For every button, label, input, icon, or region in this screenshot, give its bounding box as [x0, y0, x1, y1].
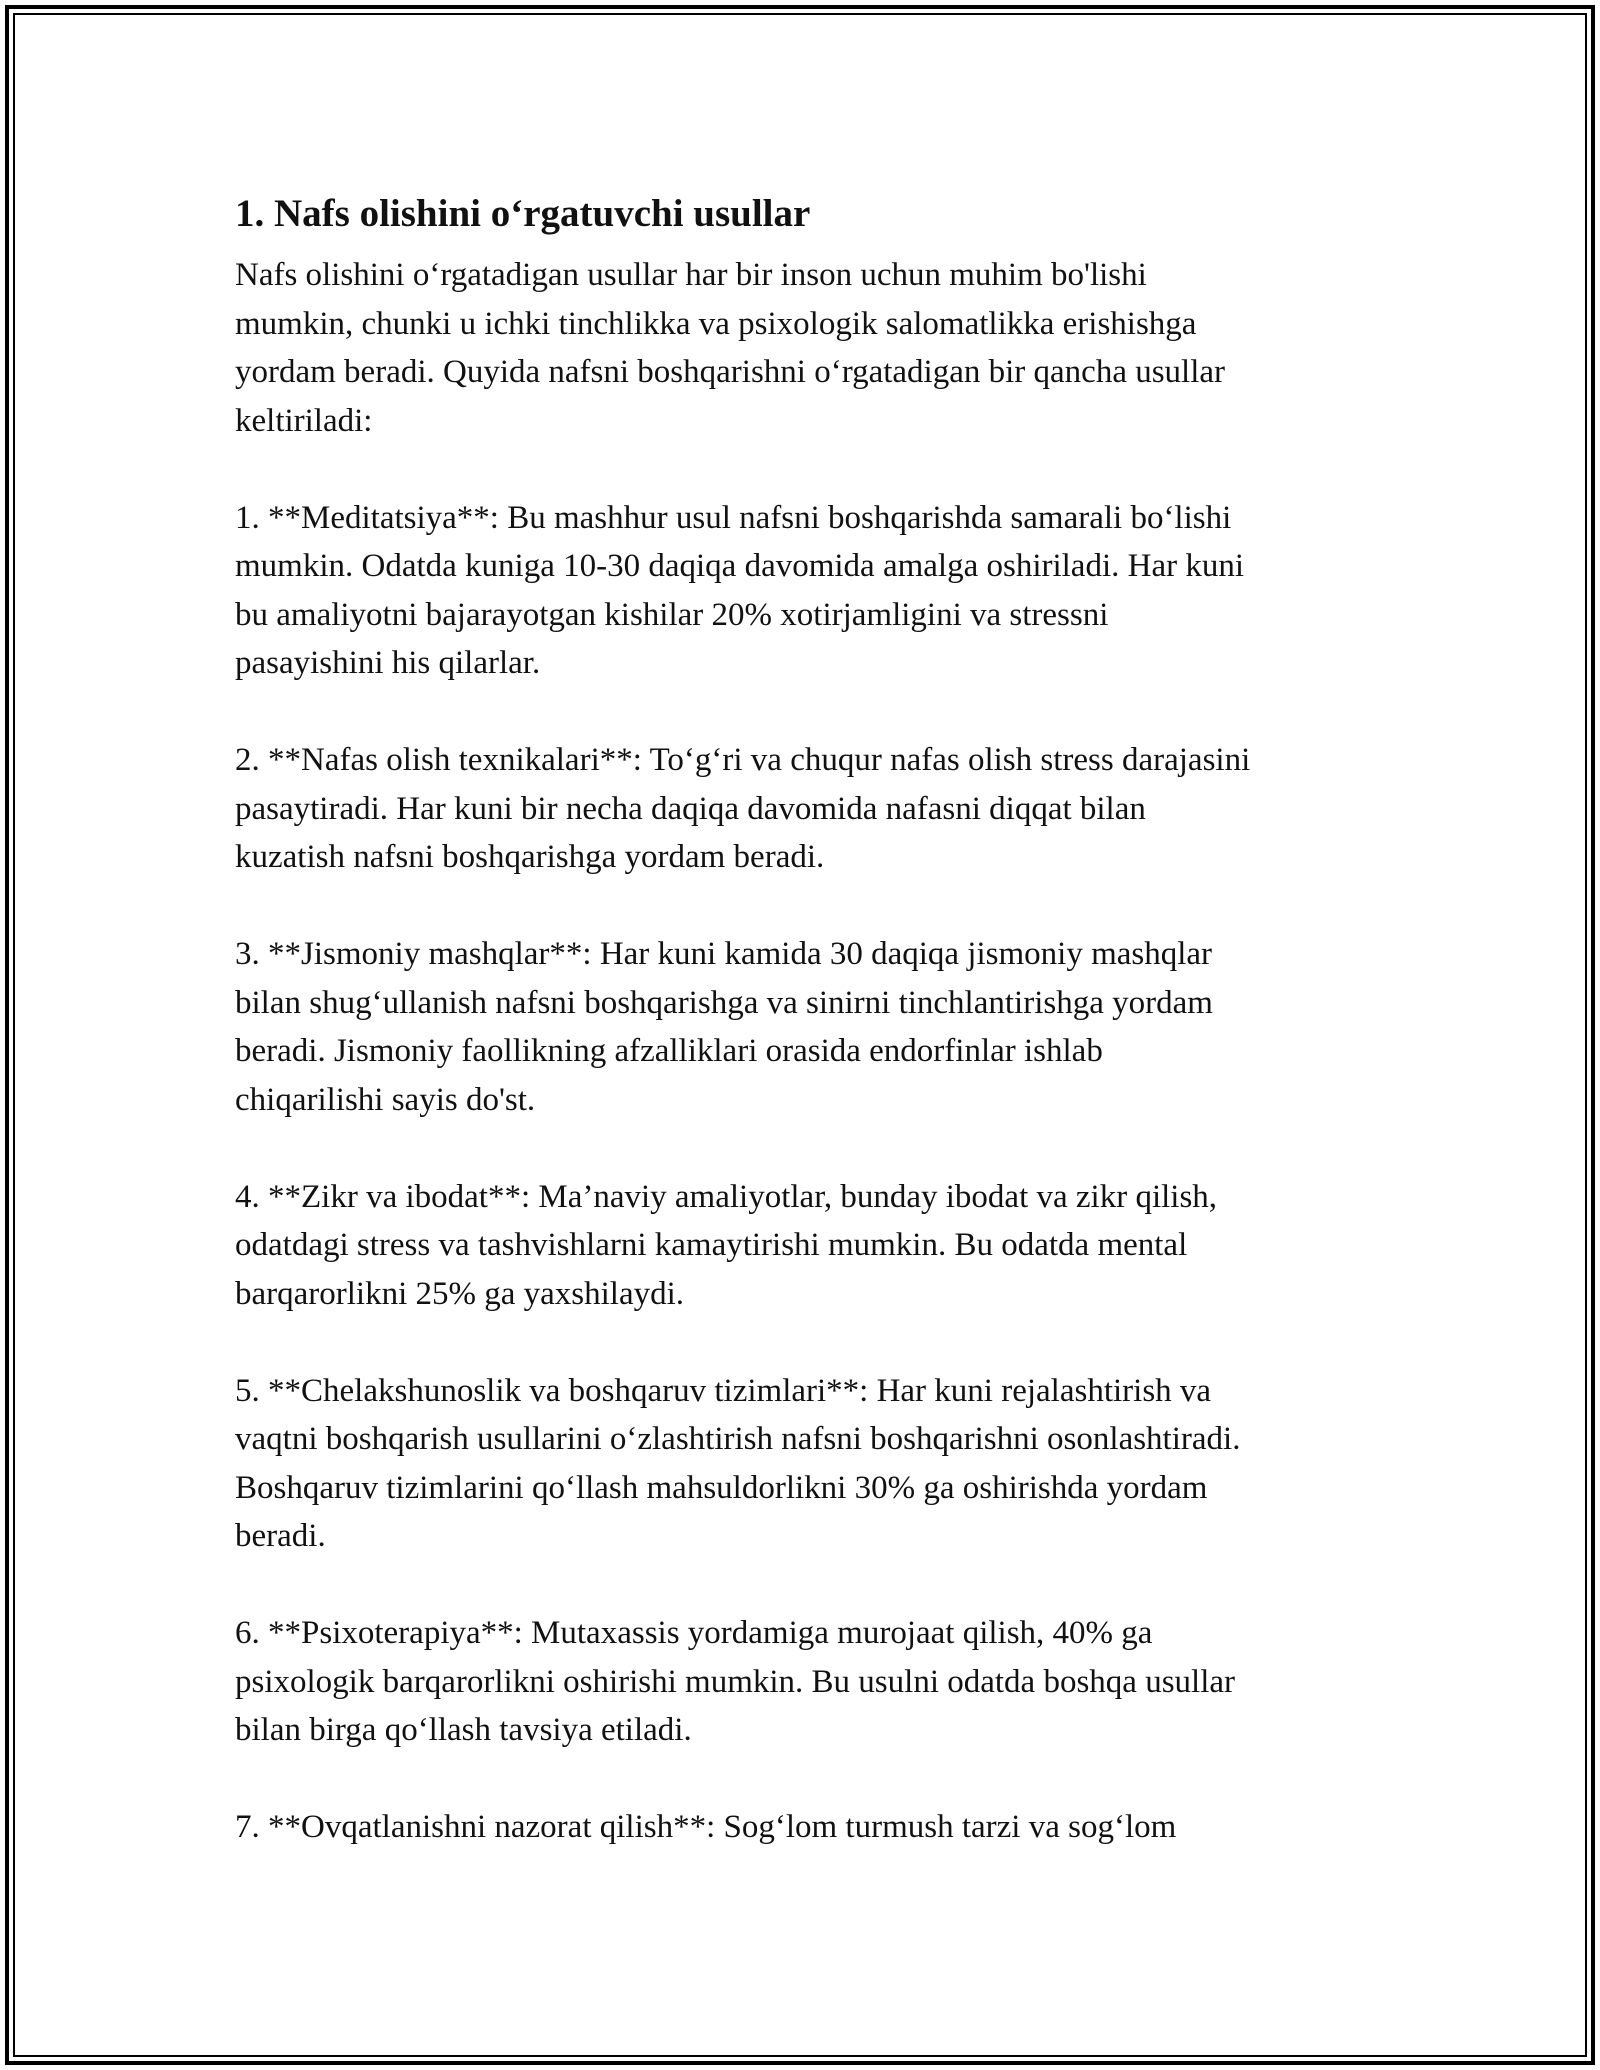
document-body — [235, 185, 1385, 1852]
paragraph-line: 1. **Meditatsiya**: Bu mashhur usul nafsni boshqarishda samarali bo‘lishi — [235, 499, 1232, 536]
paragraph-spacer — [235, 882, 1385, 931]
list-item-psychotherapy — [235, 1609, 1385, 1755]
paragraph-line: chiqarilishi sayis do'st. — [235, 1081, 536, 1118]
paragraph-line: bilan birga qo‘llash tavsiya etiladi. — [235, 1712, 692, 1748]
paragraph-line: pasaytiradi. Har kuni bir necha daqiqa davomida nafasni diqqat bilan — [235, 790, 1146, 827]
paragraph-line: 7. **Ovqatlanishni nazorat qilish**: Sog‘lom turmush tarzi va sog‘lom — [235, 1809, 1177, 1845]
paragraph-line: 4. **Zikr va ibodat**: Ma’naviy amaliyotlar, bunday ibodat va zikr qilish, — [235, 1178, 1218, 1215]
list-item-prayer — [235, 1173, 1385, 1319]
paragraph-line: beradi. Jismoniy faollikning afzalliklari orasida endorfinlar ishlab — [235, 1033, 1103, 1069]
paragraph-line: 6. **Psixoterapiya**: Mutaxassis yordamiga murojaat qilish, 40% ga — [235, 1615, 1153, 1651]
paragraph-line: bu amaliyotni bajarayotgan kishilar 20% xotirjamligini va stressni — [235, 596, 1109, 633]
paragraph-line: yordam beradi. Quyida nafsni boshqarishni o‘rgatadigan bir qancha usullar — [235, 354, 1226, 390]
list-item-exercise — [235, 930, 1385, 1124]
section-heading: 1. Nafs olishini o‘rgatuvchi usullar — [235, 192, 811, 235]
list-item-nutrition — [235, 1803, 1385, 1852]
paragraph-line: pasayishini his qilarlar. — [235, 645, 541, 681]
list-item-management — [235, 1367, 1385, 1561]
paragraph-spacer — [235, 1561, 1385, 1610]
paragraph-line: 2. **Nafas olish texnikalari**: To‘g‘ri va chuqur nafas olish stress darajasini — [235, 742, 1251, 778]
paragraph-line: odatdagi stress va tashvishlarni kamaytirishi mumkin. Bu odatda mental — [235, 1227, 1188, 1263]
paragraph-line: Boshqaruv tizimlarini qo‘llash mahsuldorlikni 30% ga oshirishda yordam — [235, 1469, 1208, 1506]
paragraph-spacer — [235, 1755, 1385, 1804]
paragraph-line: beradi. — [235, 1518, 326, 1554]
paragraph-line: keltiriladi: — [235, 402, 373, 439]
paragraph-line: 5. **Chelakshunoslik va boshqaruv tizimlari**: Har kuni rejalashtirish va — [235, 1372, 1212, 1409]
intro-paragraph — [235, 251, 1385, 445]
paragraph-line: psixologik barqarorlikni oshirishi mumkin. Bu usulni odatda boshqa usullar — [235, 1663, 1236, 1700]
paragraph-line: vaqtni boshqarish usullarini o‘zlashtirish nafsni boshqarishni osonlashtiradi. — [235, 1421, 1241, 1457]
paragraph-spacer — [235, 445, 1385, 494]
paragraph-line: mumkin. Odatda kuniga 10-30 daqiqa davomida amalga oshiriladi. Har kuni — [235, 548, 1245, 584]
paragraph-line: 3. **Jismoniy mashqlar**: Har kuni kamida 30 daqiqa jismoniy mashqlar — [235, 936, 1213, 972]
paragraph-line: kuzatish nafsni boshqarishga yordam beradi. — [235, 839, 825, 875]
paragraph-line: barqarorlikni 25% ga yaxshilaydi. — [235, 1275, 685, 1312]
paragraph-spacer — [235, 688, 1385, 737]
paragraph-line: mumkin, chunki u ichki tinchlikka va psixologik salomatlikka erishishga — [235, 305, 1197, 342]
paragraph-line: bilan shug‘ullanish nafsni boshqarishga va sinirni tinchlantirishga yordam — [235, 984, 1213, 1021]
paragraph-spacer — [235, 1318, 1385, 1367]
paragraph-line: Nafs olishini o‘rgatadigan usullar har bir inson uchun muhim bo'lishi — [235, 257, 1147, 293]
list-item-breathing — [235, 736, 1385, 882]
list-item-meditation — [235, 494, 1385, 688]
paragraph-spacer — [235, 1124, 1385, 1173]
